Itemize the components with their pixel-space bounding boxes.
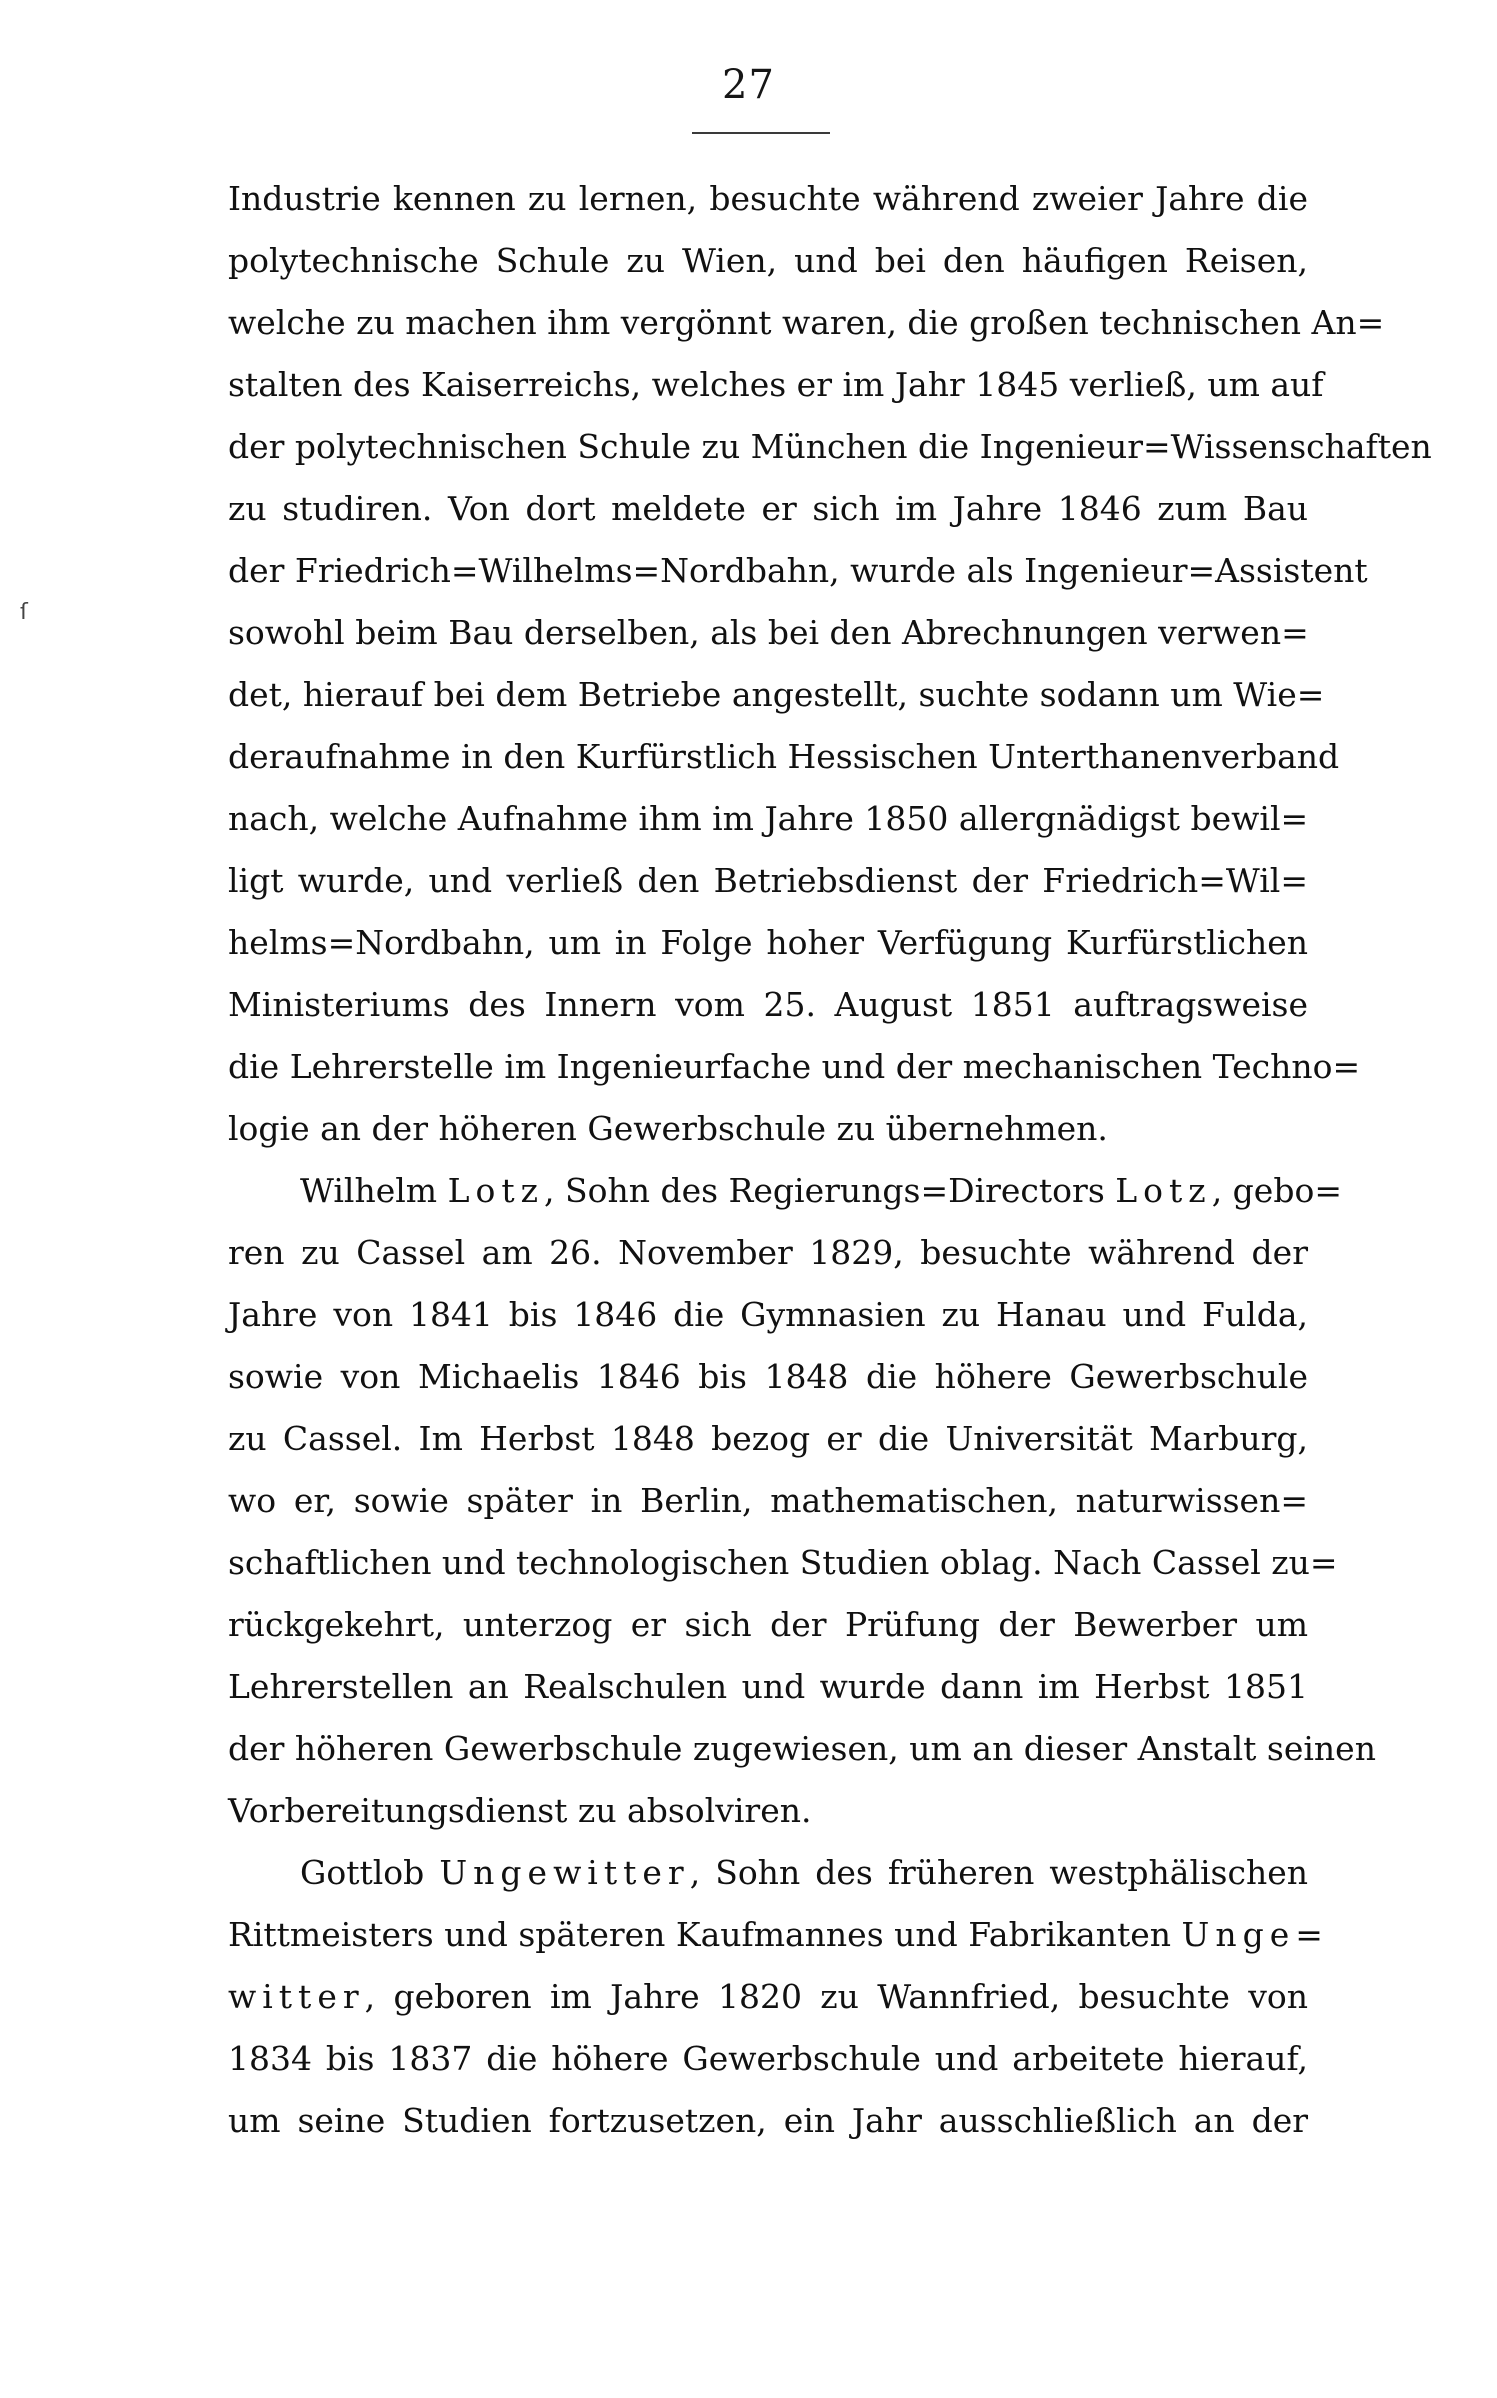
text-line: zu studiren. Von dort meldete er sich im Jahre 1846 zum Bau xyxy=(228,489,1308,528)
paragraph-ungewitter-first-line xyxy=(228,1842,1308,1904)
person-name: Wilhelm xyxy=(300,1171,438,1210)
text-line: stalten des Kaiserreichs, welches er im Jahr 1845 verließ, um auf xyxy=(228,365,1324,404)
text-line: Industrie kennen zu lernen, besuchte während zweier Jahre die xyxy=(228,179,1308,218)
body-text xyxy=(228,168,1432,2152)
text-fragment: Rittmeisters und späteren Kaufmannes und Fabrikanten xyxy=(228,1915,1172,1954)
person-surname: Lotz xyxy=(1115,1171,1212,1210)
text-line: Vorbereitungsdienst zu absolviren. xyxy=(228,1791,812,1830)
person-surname: Lotz xyxy=(447,1171,545,1210)
text-line: helms=Nordbahn, um in Folge hoher Verfügung Kurfürstlichen xyxy=(228,923,1308,962)
text-line: schaftlichen und technologischen Studien oblag. Nach Cassel zu= xyxy=(228,1543,1338,1582)
text-line: der Friedrich=Wilhelms=Nordbahn, wurde als Ingenieur=Assistent xyxy=(228,551,1368,590)
text-line: deraufnahme in den Kurfürstlich Hessischen Unterthanenverband xyxy=(228,737,1340,776)
text-line: wo er, sowie später in Berlin, mathematischen, naturwissen= xyxy=(228,1481,1308,1520)
person-name: Gottlob xyxy=(300,1853,425,1892)
text-line: sowie von Michaelis 1846 bis 1848 die höhere Gewerbschule xyxy=(228,1357,1308,1396)
text-line: ren zu Cassel am 26. November 1829, besuchte während der xyxy=(228,1233,1308,1272)
text-line xyxy=(228,1966,1308,2028)
text-line: der polytechnischen Schule zu München die Ingenieur=Wissenschaften xyxy=(228,427,1432,466)
text-line: 1834 bis 1837 die höhere Gewerbschule und arbeitete hierauf, xyxy=(228,2039,1308,2078)
text-line: Jahre von 1841 bis 1846 die Gymnasien zu Hanau und Fulda, xyxy=(228,1295,1308,1334)
page-number: 27 xyxy=(722,62,775,108)
header-rule xyxy=(692,132,830,134)
text-line xyxy=(228,1904,1329,1966)
text-fragment: , gebo= xyxy=(1211,1171,1342,1210)
text-line: det, hierauf bei dem Betriebe angestellt, suchte sodann um Wie= xyxy=(228,675,1325,714)
text-fragment: , Sohn des Regierungs=Directors xyxy=(544,1171,1105,1210)
text-line: logie an der höheren Gewerbschule zu übernehmen. xyxy=(228,1109,1108,1148)
text-line: zu Cassel. Im Herbst 1848 bezog er die Universität Marburg, xyxy=(228,1419,1308,1458)
text-line: welche zu machen ihm vergönnt waren, die großen technischen An= xyxy=(228,303,1385,342)
text-line: der höheren Gewerbschule zugewiesen, um an dieser Anstalt seinen xyxy=(228,1729,1376,1768)
text-line: ligt wurde, und verließ den Betriebsdienst der Friedrich=Wil= xyxy=(228,861,1308,900)
text-line: die Lehrerstelle im Ingenieurfache und der mechanischen Techno= xyxy=(228,1047,1361,1086)
text-fragment: , geboren im Jahre 1820 zu Wannfried, besuchte von xyxy=(364,1977,1308,2016)
text-line: rückgekehrt, unterzog er sich der Prüfung der Bewerber um xyxy=(228,1605,1308,1644)
person-surname: Ungewitter xyxy=(439,1853,690,1892)
text-line: Ministeriums des Innern vom 25. August 1851 auftragsweise xyxy=(228,985,1308,1024)
paragraph-lotz-first-line xyxy=(228,1160,1342,1222)
text-line: sowohl beim Bau derselben, als bei den Abrechnungen verwen= xyxy=(228,613,1309,652)
text-fragment: , Sohn des früheren westphälischen xyxy=(689,1853,1309,1892)
text-line: polytechnische Schule zu Wien, und bei den häufigen Reisen, xyxy=(228,241,1308,280)
person-surname: witter xyxy=(228,1977,365,2016)
text-line: Lehrerstellen an Realschulen und wurde dann im Herbst 1851 xyxy=(228,1667,1308,1706)
text-line: um seine Studien fortzusetzen, ein Jahr ausschließlich an der xyxy=(228,2101,1308,2140)
text-line: nach, welche Aufnahme ihm im Jahre 1850 allergnädigst bewil= xyxy=(228,799,1309,838)
person-surname: Unge= xyxy=(1181,1915,1329,1954)
margin-mark: ſ xyxy=(20,600,28,625)
